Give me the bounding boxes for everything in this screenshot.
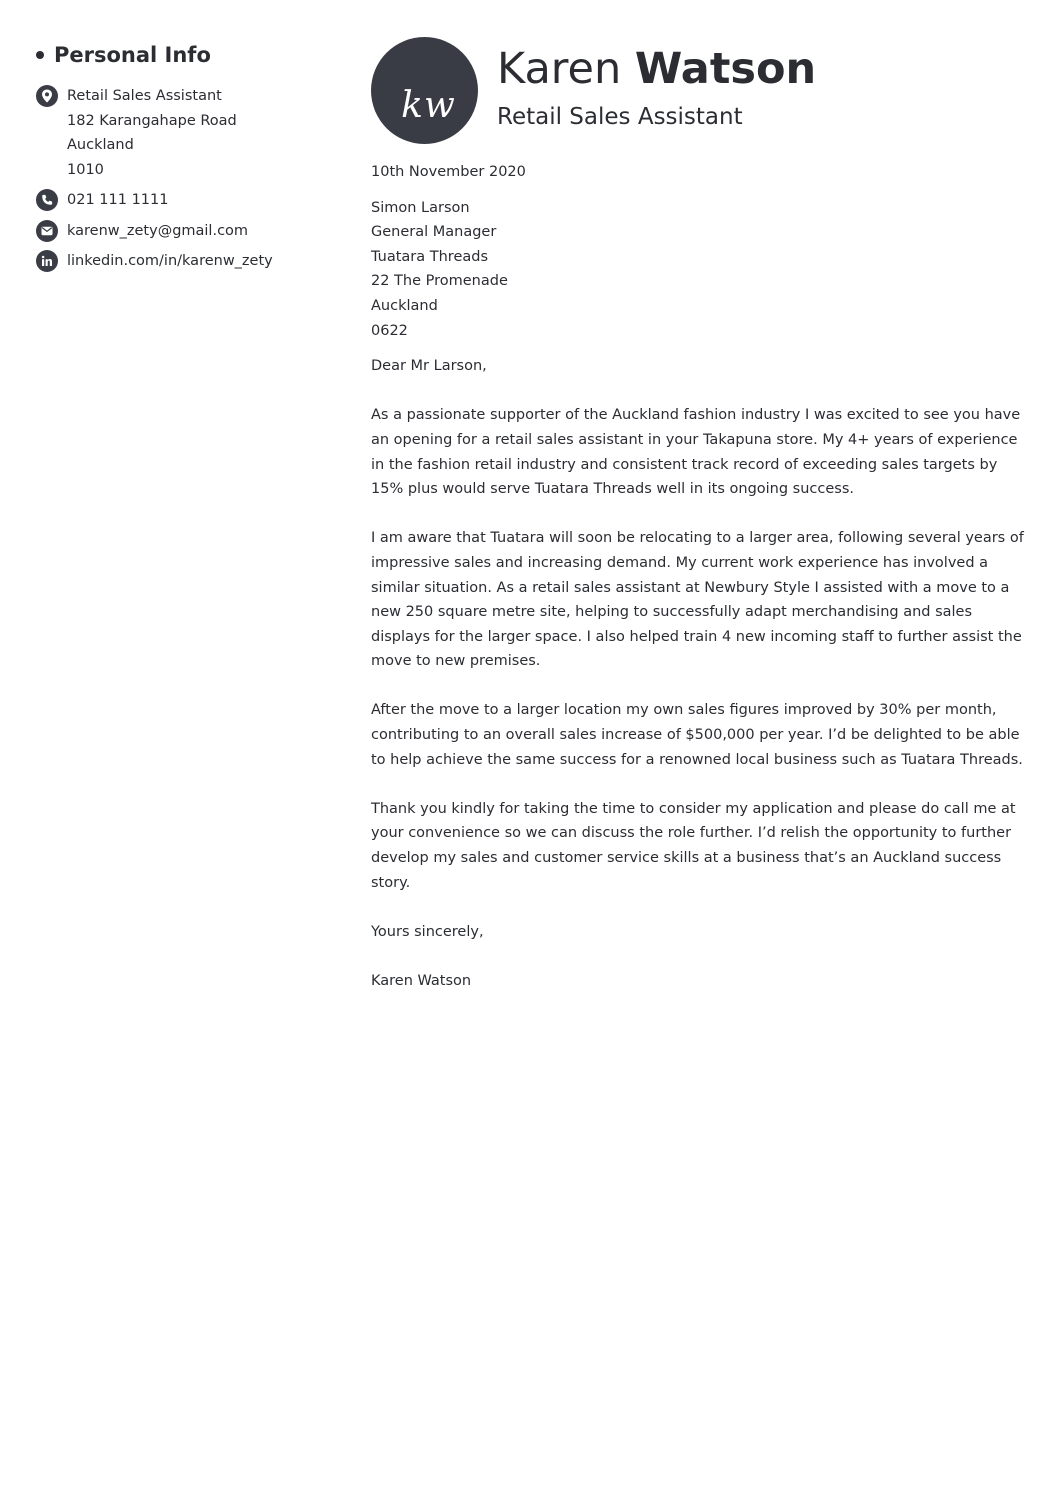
- linkedin-value[interactable]: linkedin.com/in/karenw_zety: [67, 253, 273, 269]
- linkedin-icon: [36, 250, 58, 272]
- address-row: [36, 84, 336, 182]
- phone-row: [36, 188, 336, 213]
- recipient-line: Tuatara Threads: [371, 248, 489, 265]
- recipient-line: Simon Larson: [371, 199, 470, 216]
- email-value[interactable]: karenw_zety@gmail.com: [67, 222, 249, 239]
- monogram-initials: kw: [401, 85, 456, 126]
- recipient-line: 22 The Promenade: [371, 273, 508, 290]
- first-name: Karen: [497, 44, 622, 94]
- section-title: Personal Info: [54, 43, 211, 67]
- email-icon: [36, 220, 58, 242]
- recipient-block: [371, 196, 1031, 344]
- last-name: Watson: [634, 44, 817, 94]
- location-pin-icon: [36, 85, 58, 107]
- closing: Yours sincerely,: [371, 923, 484, 940]
- body-paragraph: I am aware that Tuatara will soon be relocating to a larger area, following several years of impressive sales and increasing demand. My current work experience has involved a similar situation. As a retail sales assistant at Newbury Style I assisted with a move to a new 250 square metre site, helping to successfully adapt merchandising and sales displays for the larger space. I also helped train 4 new incoming staff to further assist the move to new premises.: [371, 530, 1024, 670]
- bullet-icon: [36, 51, 44, 59]
- body-paragraph: Thank you kindly for taking the time to consider my application and please do call me at your convenience so we can discuss the role further. I’d relish the opportunity to further develop my sales and customer service skills at a business that’s an Auckland success story.: [371, 800, 1016, 891]
- phone-icon: [36, 189, 58, 211]
- recipient-line: Auckland: [371, 297, 438, 314]
- address-line: 1010: [67, 161, 104, 178]
- address-line: Auckland: [67, 137, 134, 153]
- address-line: 182 Karangahape Road: [67, 112, 237, 129]
- salutation: Dear Mr Larson,: [371, 358, 487, 375]
- monogram-avatar: [371, 37, 478, 144]
- address-line: Retail Sales Assistant: [67, 88, 222, 104]
- letter-body: [371, 160, 1031, 1018]
- body-paragraph: After the move to a larger location my own sales figures improved by 30% per month, contributing to an overall sales increase of $500,000 per year. I’d be delighted to be able to help achieve the same success for a renowned local business such as Tuatara Threads.: [371, 702, 1023, 768]
- job-title: Retail Sales Assistant: [497, 104, 743, 130]
- linkedin-row: [36, 249, 336, 274]
- letter-date: 10th November 2020: [371, 164, 526, 180]
- full-name: [497, 40, 816, 98]
- signature: Karen Watson: [371, 973, 472, 989]
- recipient-line: 0622: [371, 322, 408, 339]
- address-lines: [67, 84, 237, 182]
- sidebar: [36, 40, 336, 280]
- email-row: [36, 219, 336, 244]
- body-paragraph: As a passionate supporter of the Auckland fashion industry I was excited to see you have an opening for a retail sales assistant in your Takapuna store. My 4+ years of experience in the fashion retail industry and consistent track record of exceeding sales targets by 15% plus would serve Tuatara Threads well in its ongoing success.: [371, 407, 1021, 498]
- phone-value[interactable]: 021 111 1111: [67, 192, 169, 208]
- recipient-line: General Manager: [371, 224, 497, 241]
- personal-info-heading: [36, 40, 336, 70]
